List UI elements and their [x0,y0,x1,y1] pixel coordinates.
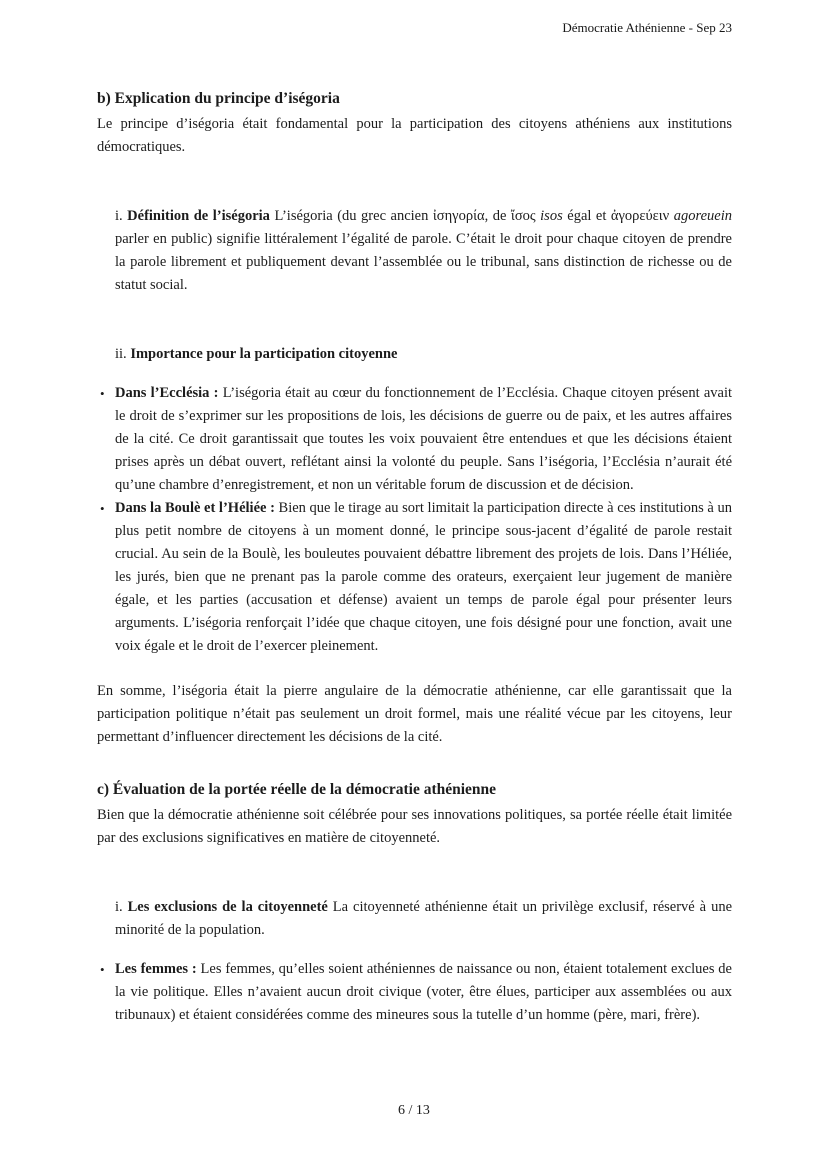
text-run: Les exclusions de la citoyenneté [127,899,328,915]
text-run: Importance pour la participation citoyenne [130,346,398,362]
text-run: Bien que le tirage au sort limitait la participation directe à ces institutions à un plus petit nombre de citoyens à un moment donné, le principe sous-jacent d’égalité de parole restait crucial. Au sein de la Boulè, les bouleutes pouvaient débattre librement des projets de lois. Dans l’Héliée, les jurés, bien que ne prenant pas la parole comme des orateurs, exerçaient leur jugement de manière égale, et les parties (accusation et défense) avaient un temps de parole égal pour présenter leurs arguments. L’iségoria renforçait l’idée que chaque citoyen, une fois désigné pour une fonction, avait une voix égale et le droit de l’exercer pleinement. [115,500,732,654]
text-run: Bien que la démocratie athénienne soit célébrée pour ses innovations politiques, sa portée réelle était limitée par des exclusions significatives en matière de citoyenneté. [97,807,732,846]
text-run: b) Explication du principe d’iségoria [97,90,340,107]
text-run: parler en public) signifie littéralement l’égalité de parole. C’était le droit pour chaque citoyen de prendre la parole librement et publiquement devant l’assemblée ou le tribunal, sans distinction de richesse ou de statut social. [115,231,732,293]
text-run: En somme, l’iségoria était la pierre angulaire de la démocratie athénienne, car elle garantissait que la participation politique n’était pas seulement un droit formel, mais une réalité vécue par les citoyens, leur permettant d’influencer directement les décisions de la cité. [97,683,732,745]
document-paragraph [97,804,732,850]
text-run: Le principe d’iségoria était fondamental pour la participation des citoyens athéniens aux institutions démocratiques. [97,116,732,155]
document-paragraph [97,680,732,749]
bullet-text [115,497,732,658]
text-run: i. [115,208,128,224]
document-paragraph [97,113,732,159]
text-run: L’iségoria (du grec ancien ἰσηγορία, de ἴσος [269,208,541,224]
text-run: c) Évaluation de la portée réelle de la démocratie athénienne [97,781,497,798]
document-subblock [115,896,732,942]
text-run: La citoyenneté athénienne était un privilège exclusif, réservé à une minorité de la population. [115,899,733,938]
text-run: Dans l’Ecclésia : [115,385,219,401]
bullet-item [97,382,732,497]
bullet-marker: • [100,962,105,977]
text-run: agoreuein [673,208,732,224]
text-run: L’iségoria était au cœur du fonctionnement de l’Ecclésia. Chaque citoyen présent avait le droit de s’exprimer sur les propositions de lois, les décisions de guerre ou de paix, et les autres affaires de la cité. Ce droit garantissait que toutes les voix pouvaient être entendues et que les décisions étaient prises après un débat ouvert, reflétant ainsi la volonté du peuple. Sans l’iségoria, l’Ecclésia n’aurait été qu’une chambre d’enregistrement, et non un véritable forum de discussion et de décision. [115,385,732,493]
text-run: isos [540,208,563,224]
text-run: ii. [115,346,131,362]
text-run: Dans la Boulè et l’Héliée : [115,500,275,516]
document-content [97,88,732,1027]
document-subblock [115,205,732,297]
text-run: Les femmes : [115,961,197,977]
bullet-marker: • [100,386,105,401]
page-header: Démocratie Athénienne - Sep 23 [562,20,732,35]
page-number: 6 / 13 [398,1103,430,1118]
text-run: égal et ἀγορεύειν [562,208,674,224]
bullet-item [97,497,732,658]
text-run: Définition de l’iségoria [127,208,270,224]
bullet-text [115,382,732,497]
text-run: i. [115,899,128,915]
document-subblock [115,343,732,366]
document-heading [97,779,732,801]
document-heading [97,88,732,110]
bullet-text [115,958,732,1027]
bullet-item [97,958,732,1027]
bullet-marker: • [100,501,105,516]
text-run: Les femmes, qu’elles soient athéniennes de naissance ou non, étaient totalement exclues de la vie politique. Elles n’avaient aucun droit civique (voter, être élues, participer aux assemblées ou aux tribunaux) et étaient considérées comme des mineures sous la tutelle d’un homme (père, mari, frère). [115,961,732,1023]
